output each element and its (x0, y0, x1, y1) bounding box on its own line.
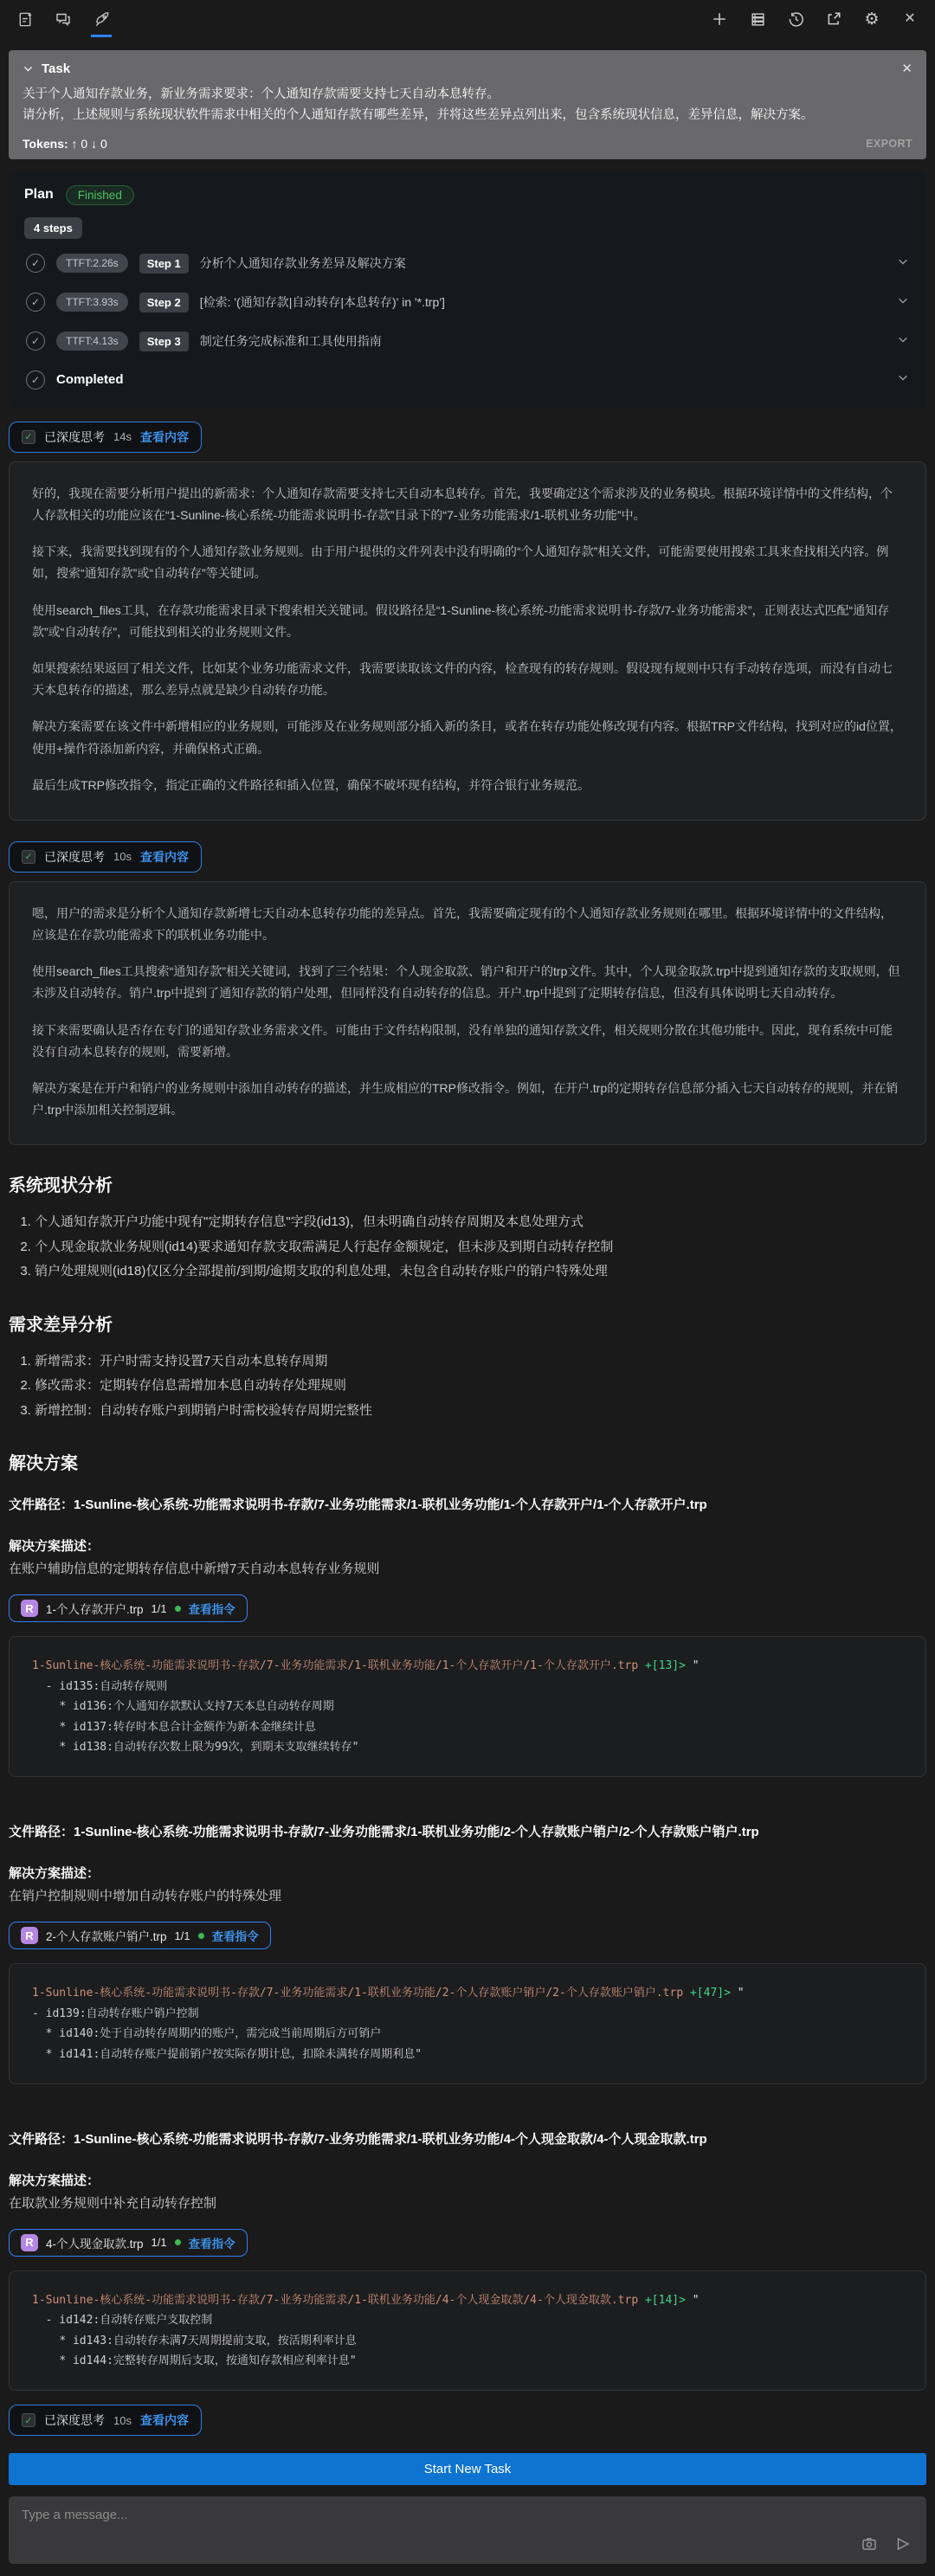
think-paragraph: 接下来需要确认是否存在专门的通知存款业务需求文件。可能由于文件结构限制，没有单独的通知存款文件，相关规则分散在其他功能中。因此，现有系统中可能没有自动本息转存的规则，需要新增。 (32, 1022, 893, 1059)
file-path: 文件路径：1-Sunline-核心系统-功能需求说明书-存款/7-业务功能需求/1-联机业务功能/2-个人存款账户销户/2-个人存款账户销户.trp (9, 1825, 759, 1840)
list-item: 1. 个人通知存款开户功能中现有"定期转存信息"字段(id13)，但未明确自动转存周期及本息处理方式 (35, 1210, 926, 1235)
analysis-report (9, 1171, 926, 2391)
status-dot (198, 1933, 204, 1939)
think-checkbox[interactable]: ✓ (22, 850, 35, 864)
step-title: 分析个人通知存款业务差异及解决方案 (199, 256, 406, 271)
task-card (9, 50, 926, 159)
chevron-down-icon[interactable] (897, 333, 909, 350)
plan-completed-row[interactable] (24, 361, 911, 399)
file-type-badge: R (21, 1927, 38, 1944)
file-type-badge: R (21, 2234, 38, 2251)
check-circle-icon: ✓ (26, 293, 45, 312)
plan-card (9, 171, 926, 408)
solution-block (9, 1495, 926, 1777)
file-chip[interactable] (9, 1922, 271, 1949)
server-icon[interactable] (746, 8, 769, 30)
chip-filename: 2-个人存款账户销户.trp (46, 1930, 167, 1944)
start-new-task-button[interactable]: Start New Task (9, 2453, 926, 2485)
list-item: 2. 个人现金取款业务规则(id14)要求通知存款支取需满足人行起存金额规定，但未涉及到期自动转存控制 (35, 1235, 926, 1260)
step-title: 制定任务完成标准和工具使用指南 (199, 334, 382, 349)
file-chip[interactable] (9, 1594, 248, 1622)
check-circle-icon: ✓ (26, 370, 45, 390)
think-paragraph: 接下来，我需要找到现有的个人通知存款业务规则。由于用户提供的文件列表中没有明确的“个人通知存款”相关文件，可能需要使用搜索工具来查找相关内容。例如，搜索“通知存款”或“自动转存”等关键词。 (32, 544, 889, 581)
chevron-down-icon[interactable] (897, 294, 909, 311)
think-paragraph: 解决方案是在开户和销户的业务规则中添加自动转存的描述，并生成相应的TRP修改指令。例如，在开户.trp的定期转存信息部分插入七天自动转存的规则，并在销户.trp中添加相关控制逻辑。 (32, 1081, 899, 1117)
plan-step-row[interactable] (24, 322, 911, 361)
task-header[interactable] (23, 61, 912, 76)
step-number-badge: Step 1 (139, 254, 189, 274)
section-heading: 解决方案 (9, 1454, 78, 1474)
chip-filename: 1-个人存款开户.trp (46, 1603, 144, 1617)
view-content-link[interactable]: 查看内容 (139, 429, 189, 444)
step-number-badge: Step 2 (139, 293, 189, 312)
file-chip[interactable] (9, 2229, 248, 2257)
check-circle-icon: ✓ (26, 332, 45, 351)
think-time: 14s (113, 430, 132, 444)
toolbar-left (14, 8, 113, 30)
step-number-badge: Step 3 (139, 332, 189, 351)
message-input[interactable] (9, 2496, 926, 2564)
trp-code-block: 1-Sunline-核心系统-功能需求说明书-存款/7-业务功能需求/1-联机业务功能/1-个人存款开户/1-个人存款开户.trp +[13]> " - id135:自动转存规则 * id136:个人通知存款默认支持7天本息自动转存周期 * id137:转存时本息合计金额作为新本金继续计息 * id138:自动转存次数上限为99次，到期未支取继续转存" (9, 1636, 926, 1777)
step-title: [检索: '(通知存款|自动转存|本息转存)' in '*.trp'] (199, 295, 445, 310)
screenshot-camera-icon[interactable] (858, 2533, 880, 2555)
file-path: 文件路径：1-Sunline-核心系统-功能需求说明书-存款/7-业务功能需求/1-联机业务功能/4-个人现金取款/4-个人现金取款.trp (9, 2131, 707, 2147)
toolbar-right (708, 8, 921, 30)
tokens-down: ↓ 0 (91, 136, 107, 151)
ttft-badge: TTFT:3.93s (56, 293, 128, 312)
section-heading: 需求差异分析 (9, 1315, 113, 1335)
file-type-badge: R (21, 1600, 38, 1617)
rocket-icon[interactable] (90, 8, 113, 30)
chevron-down-icon (23, 63, 34, 74)
list-item: 3. 新增控制：自动转存账户到期销户时需校验转存周期完整性 (35, 1399, 926, 1424)
plan-status-badge: Finished (66, 185, 134, 205)
ttft-badge: TTFT:4.13s (56, 332, 128, 351)
solution-desc: 在取款业务规则中补充自动转存控制 (9, 2195, 217, 2211)
view-command-link[interactable]: 查看指令 (188, 1603, 235, 1617)
deep-think-pill (9, 2405, 202, 2436)
think-paragraph: 如果搜索结果返回了相关文件，比如某个业务功能需求文件，我需要读取该文件的内容，检查现有的转存规则。假设现有规则中只有手动转存选项，而没有自动七天本息转存的描述，那么差异点就是缺少自动转存功能。 (32, 660, 893, 698)
think-paragraph: 使用search_files工具搜索“通知存款”相关关键词，找到了三个结果：个人现金取款、销户和开户的trp文件。其中，个人现金取款.trp中提到通知存款的支取规则，但未涉及自动转存。销户.trp中提到了通知存款的销户处理，但同样没有自动转存的信息。开户.trp中提到了定期转存信息，但没有具体说明七天自动转存。 (32, 964, 900, 1001)
view-command-link[interactable]: 查看指令 (211, 1930, 259, 1944)
deep-think-pill (9, 841, 202, 873)
list-item: 3. 销户处理规则(id18)仅区分全部提前/到期/逾期支取的利息处理，未包含自动转存账户的销户特殊处理 (35, 1259, 926, 1285)
task-title: Task (42, 61, 71, 76)
task-meta-row (23, 137, 912, 151)
deep-think-pill (9, 422, 202, 453)
plus-icon[interactable] (708, 8, 731, 30)
composer-icons (858, 2533, 914, 2555)
settings-icon[interactable]: ⚙ (864, 10, 880, 29)
steps-count-badge: 4 steps (24, 217, 82, 239)
chevron-down-icon[interactable] (897, 255, 909, 272)
diff-list (9, 1349, 926, 1424)
think-paragraph: 最后生成TRP修改指令，指定正确的文件路径和插入位置，确保不破坏现有结构，并符合银行业务规范。 (32, 777, 590, 792)
think-time: 10s (113, 2413, 132, 2427)
plan-step-row[interactable] (24, 244, 911, 283)
note-add-icon[interactable] (14, 8, 36, 30)
trp-code-block: 1-Sunline-核心系统-功能需求说明书-存款/7-业务功能需求/1-联机业务功能/4-个人现金取款/4-个人现金取款.trp +[14]> " - id142:自动转存账户支取控制 * id143:自动转存未满7天周期提前支取，按活期利率计息 * id144:完整转存周期后支取，按通知存款相应利率计息" (9, 2270, 926, 2392)
export-button[interactable]: EXPORT (866, 137, 912, 150)
think-checkbox[interactable]: ✓ (22, 2413, 35, 2427)
think-content-card (9, 881, 926, 1146)
think-paragraph: 嗯，用户的需求是分析个人通知存款新增七天自动本息转存功能的差异点。首先，我需要确定现有的个人通知存款业务规则在哪里。根据环境详情中的文件结构，应该是在存款功能需求下的联机业务功能中。 (32, 905, 893, 943)
status-dot (175, 1606, 181, 1612)
solution-block (9, 1822, 926, 2084)
tokens-counter: Tokens: ↑ 0 ↓ 0 (23, 136, 107, 151)
send-icon[interactable] (892, 2533, 914, 2555)
view-content-link[interactable]: 查看内容 (139, 849, 189, 864)
top-toolbar (0, 0, 935, 38)
trp-code-block: 1-Sunline-核心系统-功能需求说明书-存款/7-业务功能需求/1-联机业务功能/2-个人存款账户销户/2-个人存款账户销户.trp +[47]> " - id139:自动转存账户销户控制 * id140:处于自动转存周期内的账户，需完成当前周期后方可销户 * id141:自动转存账户提前销户按实际存期计息，扣除未满转存周期利息" (9, 1963, 926, 2084)
think-content-card (9, 461, 926, 821)
message-composer (9, 2496, 926, 2564)
view-command-link[interactable]: 查看指令 (188, 2237, 235, 2251)
solution-desc-label: 解决方案描述： (9, 1866, 100, 1882)
solution-block (9, 2129, 926, 2392)
solution-desc: 在账户辅助信息的定期转存信息中新增7天自动本息转存业务规则 (9, 1562, 380, 1577)
solution-desc-label: 解决方案描述： (9, 1539, 100, 1555)
plan-step-row[interactable] (24, 283, 911, 322)
section-heading: 系统现状分析 (9, 1176, 113, 1196)
plan-title: Plan (24, 187, 54, 203)
current-state-list (9, 1210, 926, 1285)
close-icon[interactable]: ✕ (904, 11, 916, 26)
completed-label: Completed (56, 372, 124, 388)
comments-icon[interactable] (52, 8, 74, 30)
think-label: 已深度思考 (44, 429, 105, 444)
think-paragraph: 解决方案需要在该文件中新增相应的业务规则，可能涉及在业务规则部分插入新的条目，或者在转存功能处修改现有内容。根据TRP文件结构，找到对应的id位置，使用+操作符添加新内容，并确保格式正确。 (32, 719, 902, 756)
task-close-icon[interactable]: ✕ (901, 61, 912, 76)
list-item: 1. 新增需求：开户时需支持设置7天自动本息转存周期 (35, 1349, 926, 1375)
history-icon[interactable] (784, 8, 807, 30)
task-text-line: 关于个人通知存款业务，新业务需求要求：个人通知存款需要支持七天自动本息转存。 (23, 87, 500, 101)
solution-desc: 在销户控制规则中增加自动转存账户的特殊处理 (9, 1889, 282, 1904)
check-circle-icon: ✓ (26, 254, 45, 273)
chip-filename: 4-个人现金取款.trp (46, 2237, 144, 2251)
tokens-up: ↑ 0 (71, 136, 88, 151)
solution-desc-label: 解决方案描述： (9, 2173, 100, 2188)
chip-count: 1/1 (174, 1929, 190, 1942)
ttft-badge: TTFT:2.26s (56, 254, 128, 273)
plan-header (24, 185, 911, 205)
status-dot (175, 2239, 181, 2245)
view-content-link[interactable]: 查看内容 (139, 2413, 189, 2428)
think-paragraph: 使用search_files工具，在存款功能需求目录下搜索相关关键词。假设路径是“1-Sunline-核心系统-功能需求说明书-存款/7-业务功能需求”，正则表达式匹配“通知存款”或“自动转存”，可能找到相关的业务规则文件。 (32, 602, 890, 639)
think-label: 已深度思考 (44, 2413, 105, 2428)
think-label: 已深度思考 (44, 849, 105, 864)
chip-count: 1/1 (151, 2236, 167, 2250)
file-path: 文件路径：1-Sunline-核心系统-功能需求说明书-存款/7-业务功能需求/1-联机业务功能/1-个人存款开户/1-个人存款开户.trp (9, 1497, 707, 1513)
think-checkbox[interactable]: ✓ (22, 430, 35, 444)
think-time: 10s (113, 850, 132, 864)
task-text-line: 请分析，上述规则与系统现状软件需求中相关的个人通知存款有哪些差异，并将这些差异点列出来，包含系统现状信息，差异信息，解决方案。 (23, 107, 814, 122)
open-external-icon[interactable] (822, 8, 845, 30)
think-paragraph: 好的，我现在需要分析用户提出的新需求：个人通知存款需要支持七天自动本息转存。首先，我要确定这个需求涉及的业务模块。根据环境详情中的文件结构，个人存款相关的功能应该在“1-Sunline-核心系统-功能需求说明书-存款”目录下的“7-业务功能需求/1-联机业务功能”中。 (32, 486, 893, 523)
chevron-down-icon[interactable] (897, 371, 909, 388)
chip-count: 1/1 (151, 1601, 167, 1615)
list-item: 2. 修改需求：定期转存信息需增加本息自动转存处理规则 (35, 1374, 926, 1399)
